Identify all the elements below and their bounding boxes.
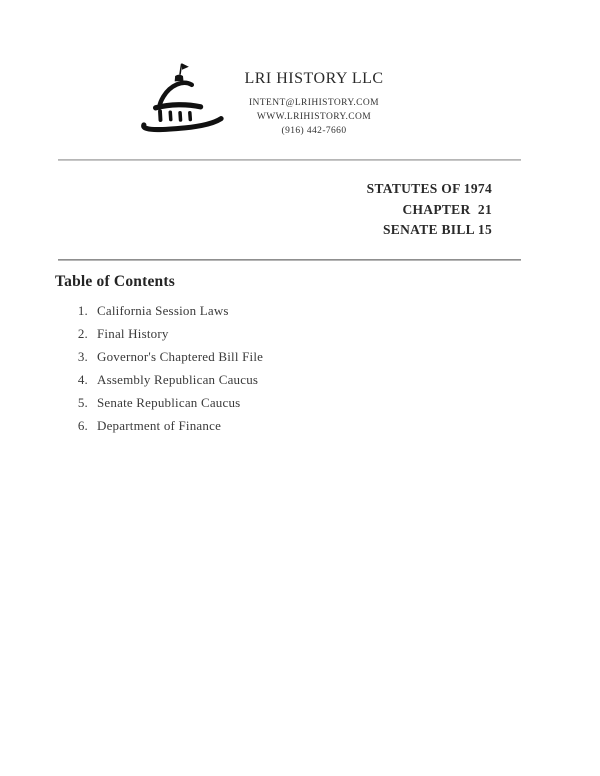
- divider-top: [58, 159, 521, 161]
- chapter-line: CHAPTER 21: [402, 201, 492, 217]
- company-phone: (916) 442-7660: [281, 126, 347, 136]
- toc-item-number: 4.: [77, 372, 88, 387]
- toc-item-label: Final History: [97, 326, 169, 341]
- toc-item-number: 1.: [77, 303, 88, 318]
- letterhead: [138, 58, 390, 142]
- divider-bottom: [58, 259, 521, 261]
- letterhead-text: [238, 58, 390, 138]
- company-website: WWW.LRIHISTORY.COM: [256, 112, 372, 122]
- toc-item-label: Senate Republican Caucus: [97, 395, 241, 410]
- toc-item: [70, 349, 263, 372]
- toc-list: [70, 303, 263, 441]
- toc-title: Table of Contents: [55, 273, 175, 290]
- statutes-year-line: STATUTES OF 1974: [366, 181, 492, 196]
- toc-item-number: 6.: [77, 418, 88, 433]
- senate-bill-line: SENATE BILL 15: [383, 222, 492, 237]
- toc-item: [70, 326, 263, 349]
- toc-item-label: Governor's Chaptered Bill File: [97, 349, 264, 364]
- company-email: INTENT@LRIHISTORY.COM: [248, 98, 379, 108]
- toc-item-number: 5.: [77, 395, 88, 410]
- toc-item-label: Assembly Republican Caucus: [97, 372, 259, 387]
- toc-item-label: Department of Finance: [97, 418, 222, 433]
- toc-item: [70, 303, 263, 326]
- toc-item-label: California Session Laws: [97, 303, 229, 318]
- toc-item-number: 3.: [77, 349, 88, 364]
- toc-item: [70, 372, 263, 395]
- statute-reference: [367, 179, 492, 241]
- toc-item: [70, 418, 263, 441]
- toc-item: [70, 395, 263, 418]
- capitol-dome-logo-icon: [138, 58, 226, 142]
- company-name: LRI HISTORY LLC: [244, 70, 384, 87]
- toc-item-number: 2.: [77, 326, 88, 341]
